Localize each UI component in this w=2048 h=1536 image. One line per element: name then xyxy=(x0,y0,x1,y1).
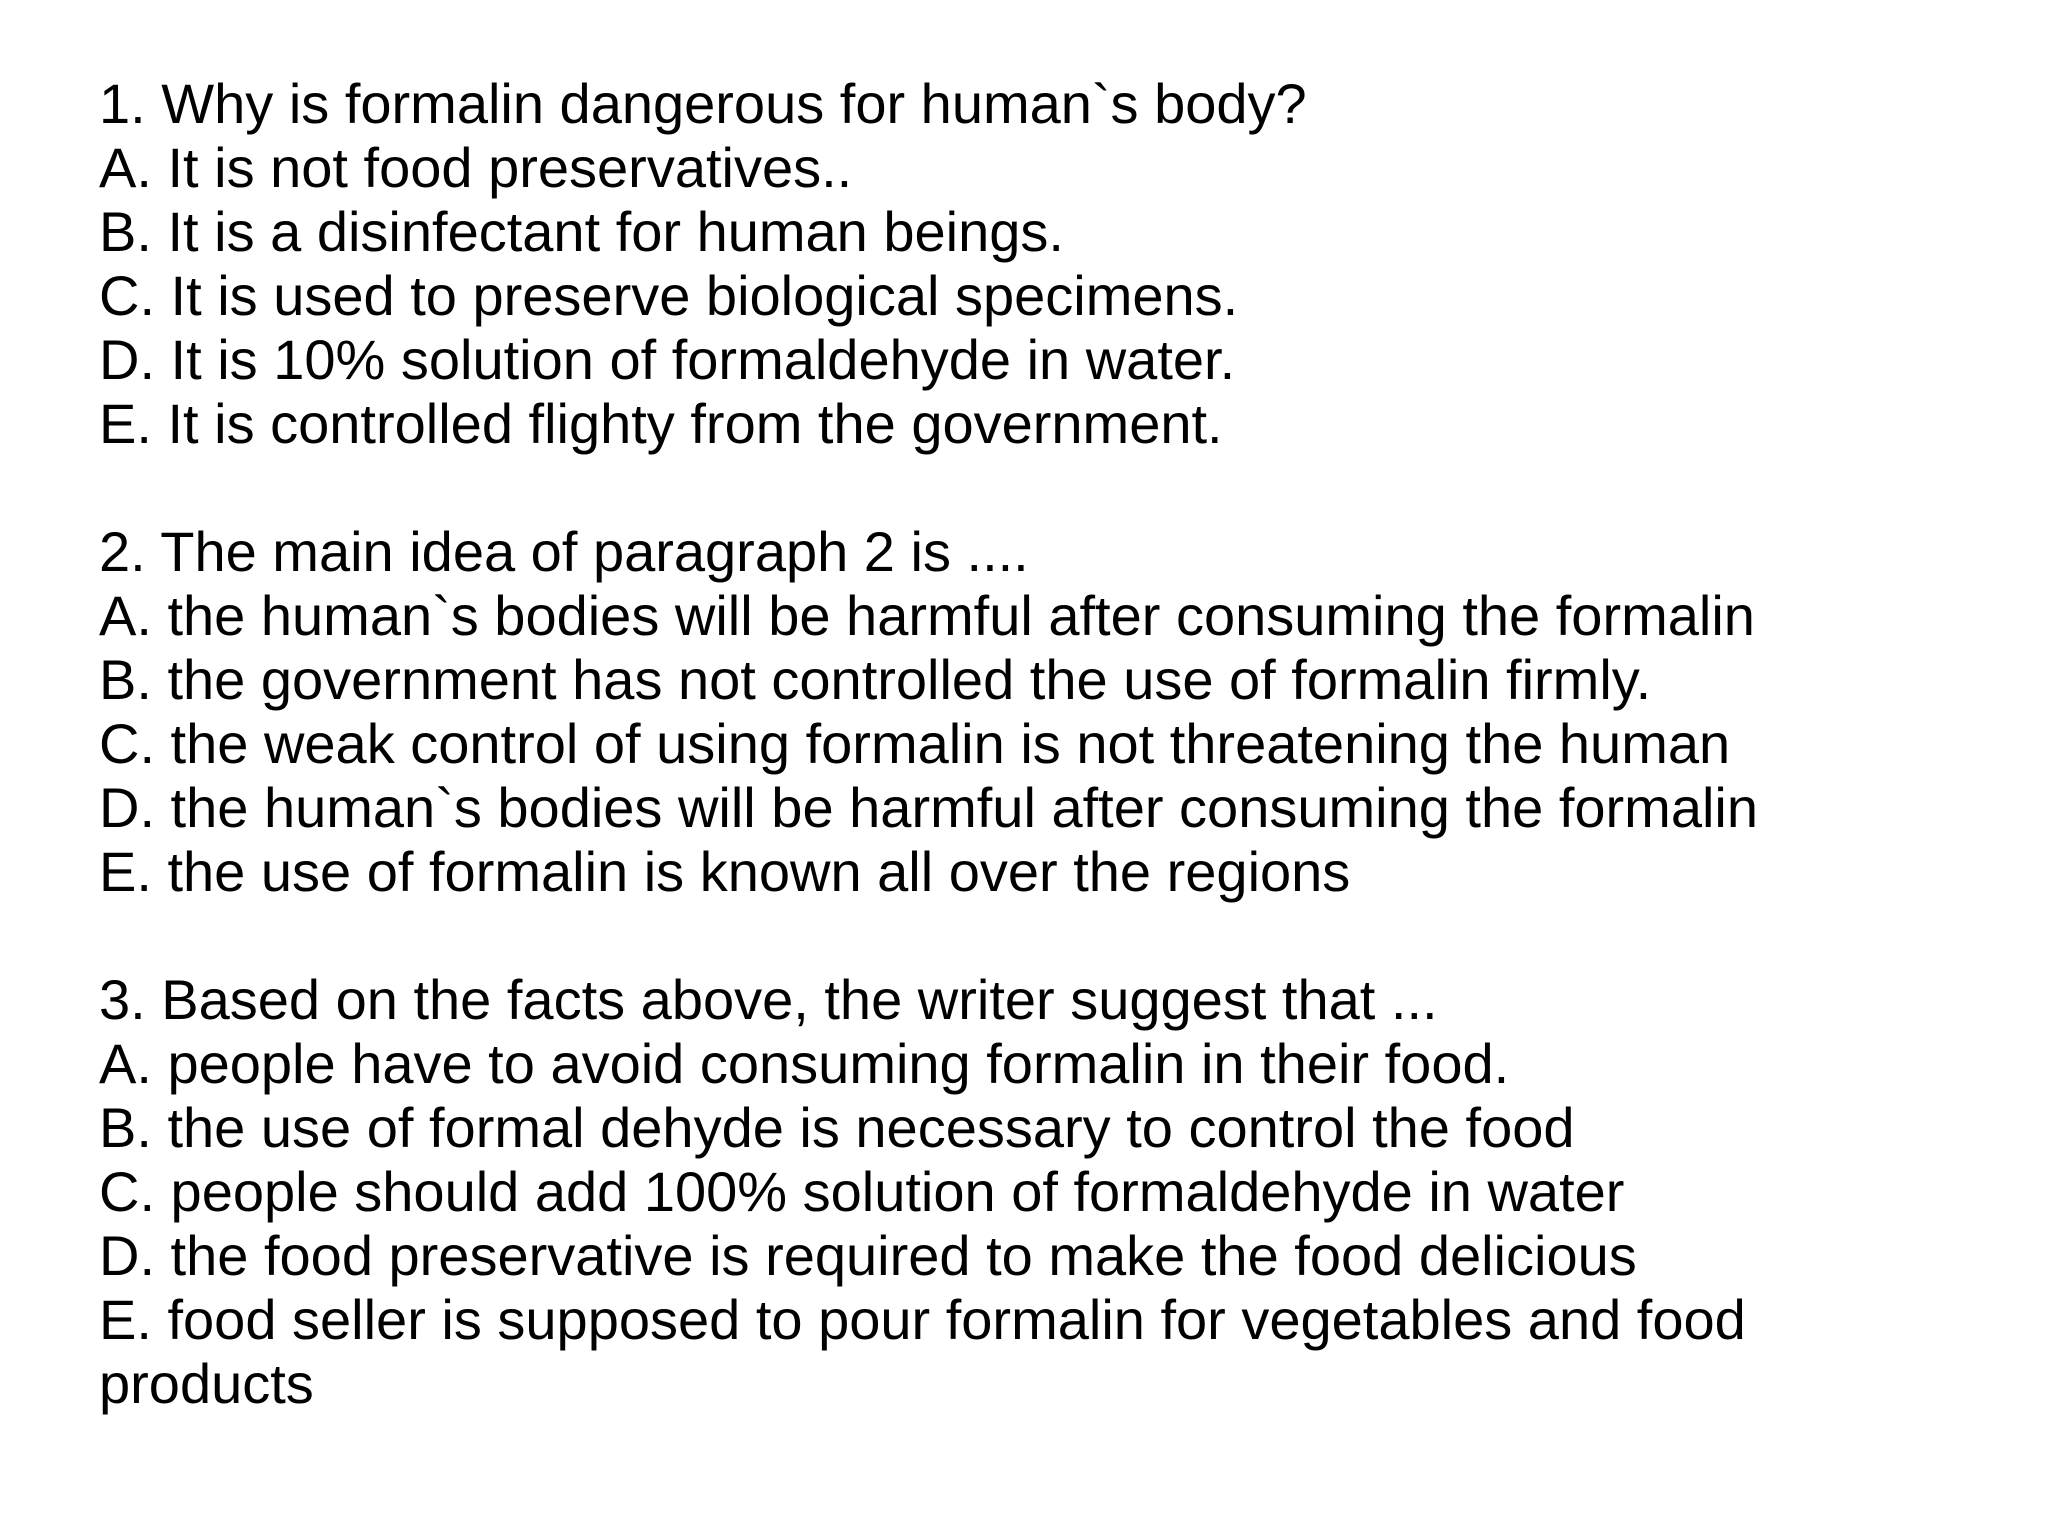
option-b: B. It is a disinfectant for human beings. xyxy=(99,200,1064,263)
option-a: A. It is not food preservatives.. xyxy=(99,136,853,199)
quiz-content xyxy=(99,72,1999,1480)
option-d: D. the food preservative is required to make the food delicious xyxy=(99,1224,1637,1287)
option-b: B. the use of formal dehyde is necessary to control the food xyxy=(99,1096,1575,1159)
question-stem: 1. Why is formalin dangerous for human`s body? xyxy=(99,72,1307,135)
option-d: D. the human`s bodies will be harmful after consuming the formalin xyxy=(99,776,1758,839)
question-3 xyxy=(99,968,1999,1416)
question-1 xyxy=(99,72,1999,456)
option-c: C. people should add 100% solution of formaldehyde in water xyxy=(99,1160,1625,1223)
question-stem: 2. The main idea of paragraph 2 is .... xyxy=(99,520,1029,583)
option-e: E. the use of formalin is known all over the regions xyxy=(99,840,1351,903)
question-2 xyxy=(99,520,1999,904)
option-c: C. It is used to preserve biological specimens. xyxy=(99,264,1239,327)
option-c: C. the weak control of using formalin is not threatening the human xyxy=(99,712,1731,775)
option-e: E. It is controlled flighty from the government. xyxy=(99,392,1223,455)
option-a: A. the human`s bodies will be harmful after consuming the formalin xyxy=(99,584,1755,647)
option-d: D. It is 10% solution of formaldehyde in water. xyxy=(99,328,1236,391)
option-b: B. the government has not controlled the use of formalin firmly. xyxy=(99,648,1652,711)
question-stem: 3. Based on the facts above, the writer suggest that ... xyxy=(99,968,1438,1031)
option-e: E. food seller is supposed to pour formalin for vegetables and food products xyxy=(99,1288,1746,1415)
option-a: A. people have to avoid consuming formalin in their food. xyxy=(99,1032,1510,1095)
